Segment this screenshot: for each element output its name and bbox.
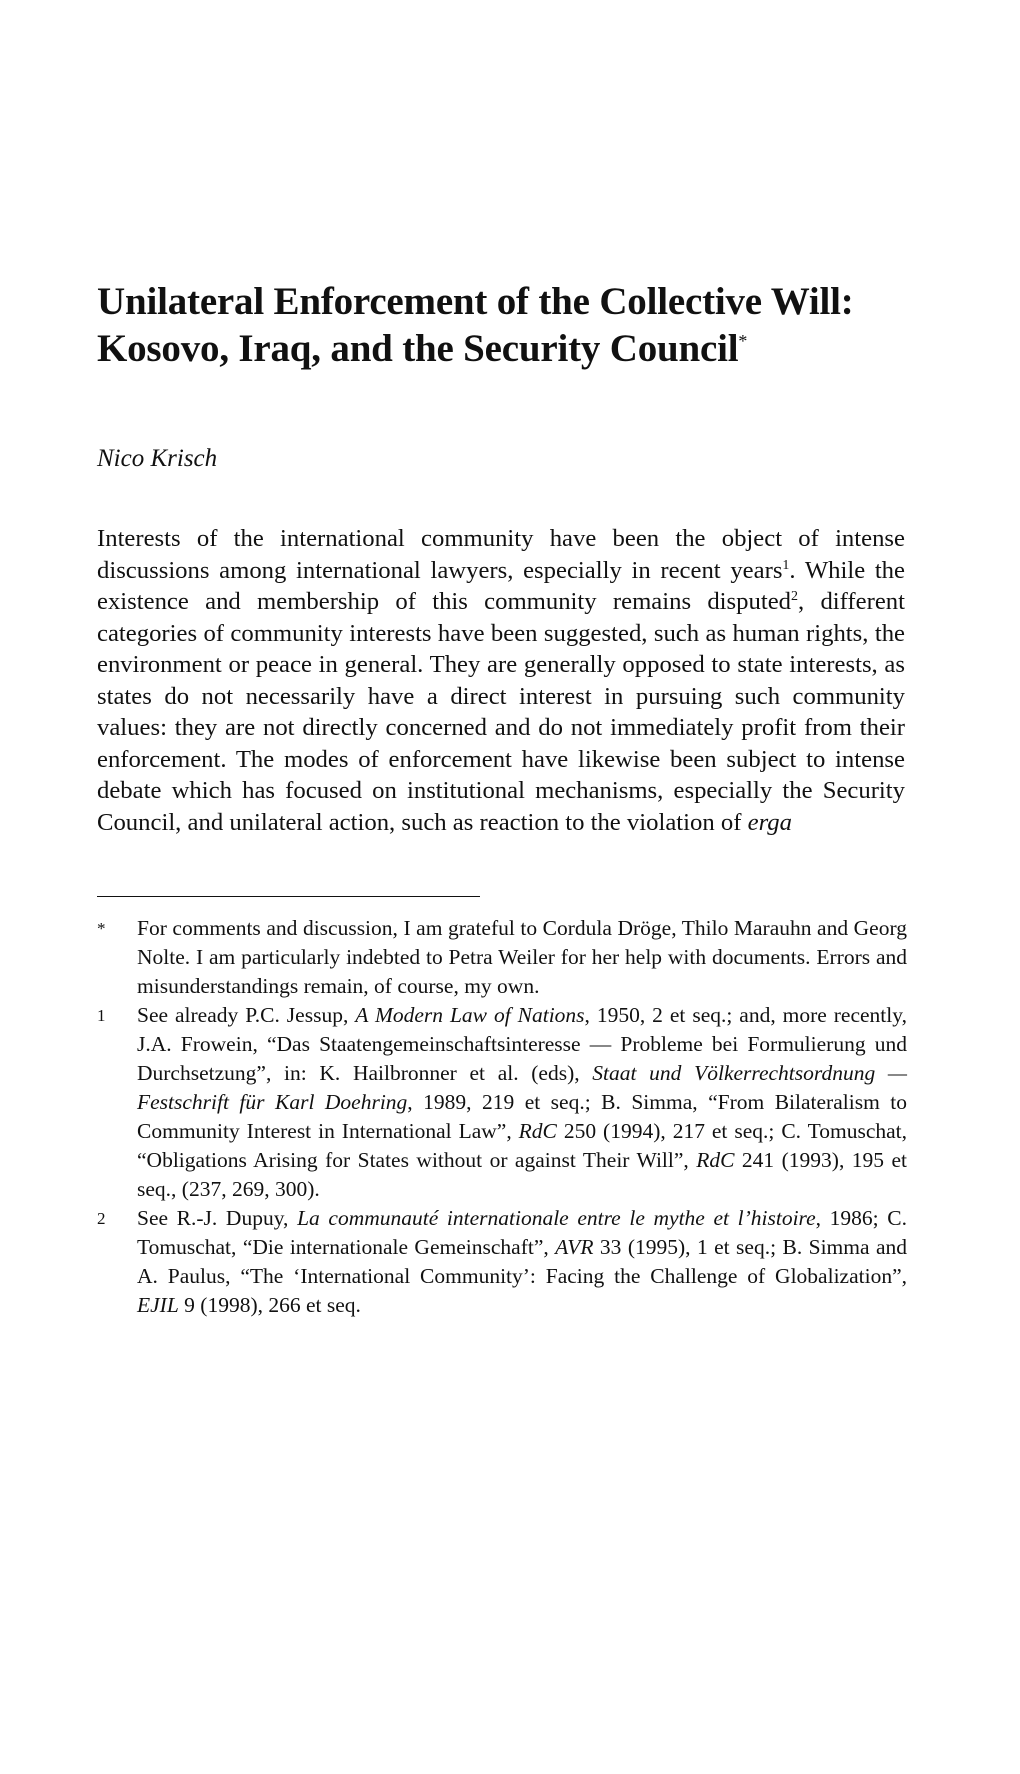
title-line-1: Unilateral Enforcement of the Collective Will: <box>97 280 854 323</box>
body-italic-term: erga <box>747 808 792 836</box>
footnote-1-text: See already P.C. Jessup, A Modern Law of Nations, 1950, 2 et seq.; and, more recently, J.A. Frowein, “Das Staatengemeinschaftsinteresse — Probleme bei Formulierung und Durchsetzung”, in: K. Hailbronner et al. (eds), Staat und Völkerrechtsordnung — Festschrift für Karl Doehring, 1989, 219 et seq.; B. Simma, “From Bilateralism to Community Interest in International Law”, RdC 250 (1994), 217 et seq.; C. Tomuschat, “Obligations Arising for States without or against Their Will”, RdC 241 (1993), 195 et seq., (237, 269, 300). <box>137 1003 908 1201</box>
footnote-2-marker: 2 <box>97 1209 106 1228</box>
footnote-ref-1[interactable]: 1 <box>782 557 790 573</box>
footnote-star <box>97 914 907 1001</box>
footnote-ref-2[interactable]: 2 <box>791 588 798 604</box>
footnotes-section <box>97 914 907 1320</box>
body-text-segment: Interests of the international community have been the object of intense discussions among international lawyers, especially in recent years <box>97 525 905 584</box>
footnote-1-marker: 1 <box>97 1006 106 1025</box>
footnote-divider <box>97 896 480 897</box>
author-name: Nico Krisch <box>97 445 218 472</box>
body-text-segment: , different categories of community interests have been suggested, such as human rights, the environment or peace in general. They are generally opposed to state interests, as states do not necessarily have a direct interest in pursuing such community values: they are not directly concerned and do not immediately profit from their enforcement. The modes of enforcement have likewise been subject to intense debate which has focused on institutional mechanisms, especially the Security Council, and unilateral action, such as reaction to the violation of <box>97 588 905 836</box>
title-footnote-marker[interactable]: * <box>738 331 748 351</box>
footnote-1 <box>97 1001 907 1204</box>
footnote-2 <box>97 1204 907 1320</box>
article-title <box>97 278 917 372</box>
body-paragraph <box>97 523 905 838</box>
title-line-2: Kosovo, Iraq, and the Security Council <box>97 327 739 370</box>
body-text-segment: . While the existence and membership of this community remains disputed <box>97 556 905 615</box>
footnote-star-marker: * <box>97 919 106 938</box>
footnote-2-text: See R.-J. Dupuy, La communauté internationale entre le mythe et l’histoire, 1986; C. Tomuschat, “Die internationale Gemeinschaft”, AVR 33 (1995), 1 et seq.; B. Simma and A. Paulus, “The ‘International Community’: Facing the Challenge of Globalization”, EJIL 9 (1998), 266 et seq. <box>137 1206 907 1317</box>
footnote-star-text: For comments and discussion, I am grateful to Cordula Dröge, Thilo Marauhn and Georg Nolte. I am particularly indebted to Petra Weiler for her help with documents. Errors and misunderstandings remain, of course, my own. <box>137 916 907 998</box>
